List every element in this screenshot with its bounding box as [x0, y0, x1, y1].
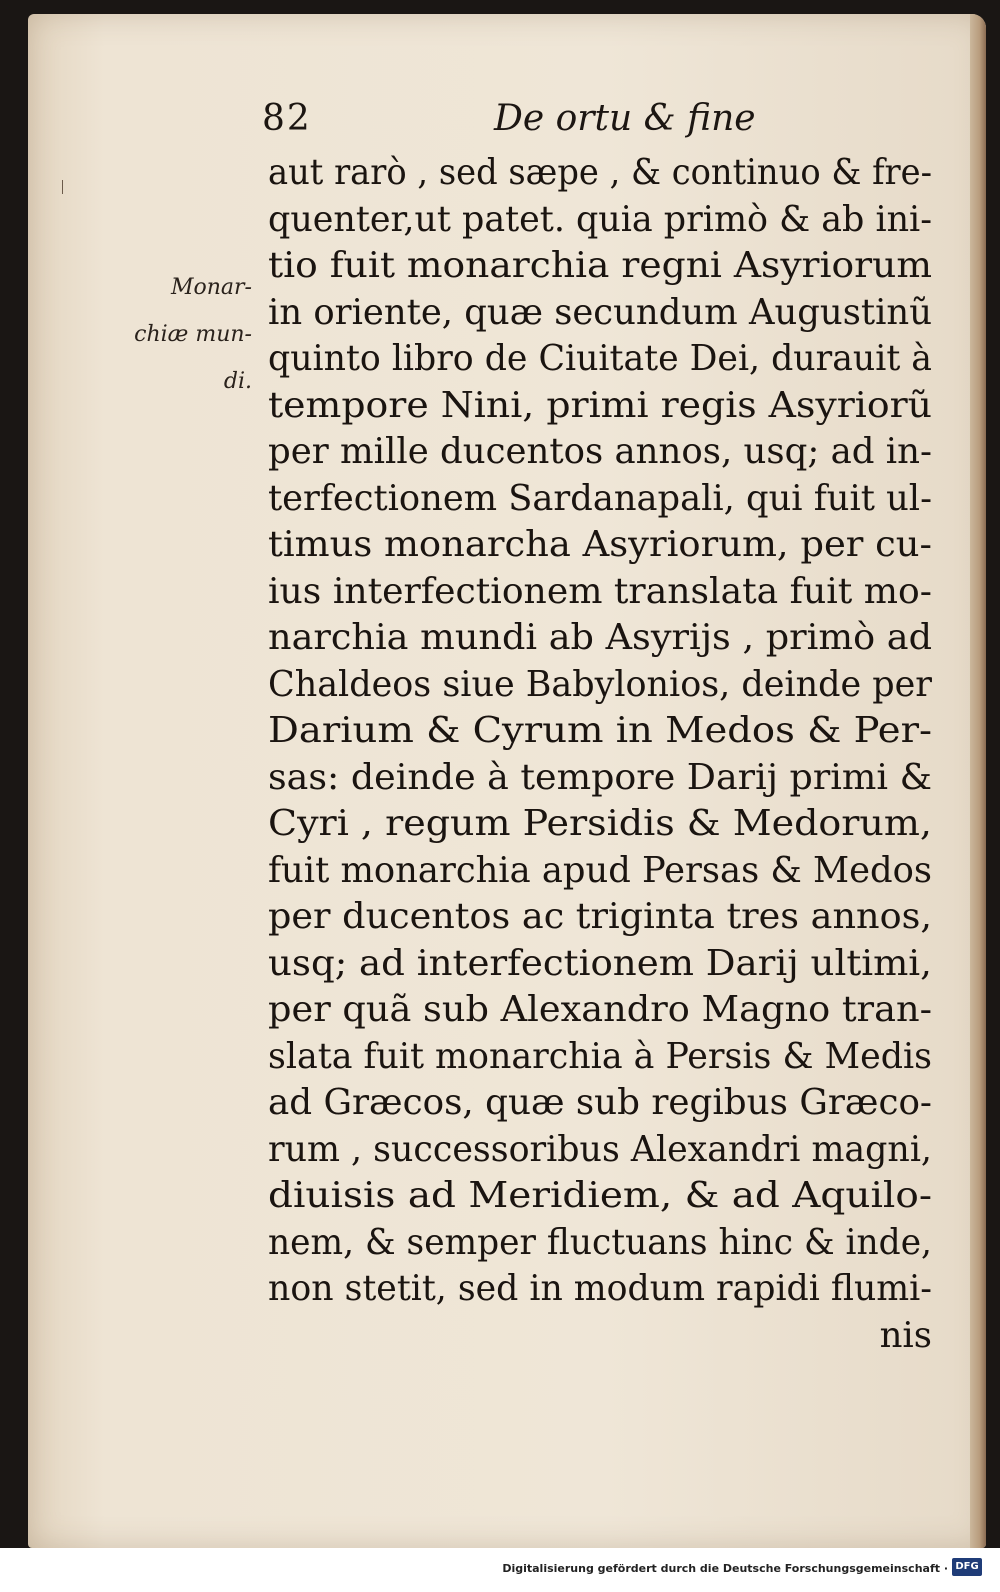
text-line: ius interfectionem translata fuit mo- [268, 570, 932, 612]
text-line: diuisis ad Meridiem, & ad Aquilo- [268, 1175, 932, 1216]
dfg-logo: DFG [952, 1558, 982, 1576]
text-line: per quã sub Alexandro Magno tran- [268, 989, 932, 1030]
margin-note-line: di. [223, 369, 252, 394]
text-line: in oriente, quæ secundum Augustinũ [268, 291, 932, 333]
text-line: non stetit, sed in modum rapidi flumi- [268, 1268, 932, 1309]
funding-credit: Digitalisierung gefördert durch die Deutsche Forschungsgemeinschaft · [502, 1562, 948, 1575]
text-line: narchia mundi ab Asyrijs , primò ad [268, 617, 932, 658]
text-line: aut rarò , sed sæpe , & continuo & fre- [268, 152, 932, 193]
body-text [268, 150, 936, 1359]
margin-mark [62, 180, 63, 194]
text-line: nem, & semper fluctuans hinc & inde, [268, 1221, 932, 1263]
text-line: tempore Nini, primi regis Asyriorũ [268, 384, 932, 426]
text-line: usq; ad interfectionem Darij ultimi, [268, 942, 932, 984]
text-line: terfectionem Sardanapali, qui fuit ul- [268, 477, 932, 519]
text-line: quenter,ut patet. quia primò & ab ini- [268, 198, 932, 240]
page-number: 82 [262, 98, 312, 139]
text-line: tio fuit monarchia regni Asyriorum [268, 245, 932, 286]
margin-note-line: Monar- [170, 275, 252, 300]
text-line: rum , successoribus Alexandri magni, [268, 1128, 932, 1170]
text-line: Chaldeos siue Babylonios, deinde per [268, 663, 932, 705]
margin-note [100, 264, 252, 405]
page-header [262, 98, 782, 148]
text-line: fuit monarchia apud Persas & Medos [268, 849, 932, 891]
text-line: timus monarcha Asyriorum, per cu- [268, 524, 932, 565]
text-line: sas: deinde à tempore Darij primi & [268, 756, 932, 798]
text-line: per ducentos ac triginta tres annos, [268, 896, 932, 937]
digitization-footer [0, 1548, 1000, 1592]
text-line: slata fuit monarchia à Persis & Medis [268, 1035, 932, 1077]
text-line: Cyri , regum Persidis & Medorum, [268, 803, 932, 844]
text-line: quinto libro de Ciuitate Dei, durauit à [268, 338, 932, 379]
page-edge [970, 14, 986, 1548]
text-line: Darium & Cyrum in Medos & Per- [268, 710, 932, 751]
catchword: nis [879, 1314, 932, 1356]
text-line: per mille ducentos annos, usq; ad in- [268, 431, 932, 472]
running-head: De ortu & fine [494, 98, 756, 139]
margin-note-line: chiæ mun- [134, 322, 252, 347]
text-line: ad Græcos, quæ sub regibus Græco- [268, 1082, 932, 1123]
